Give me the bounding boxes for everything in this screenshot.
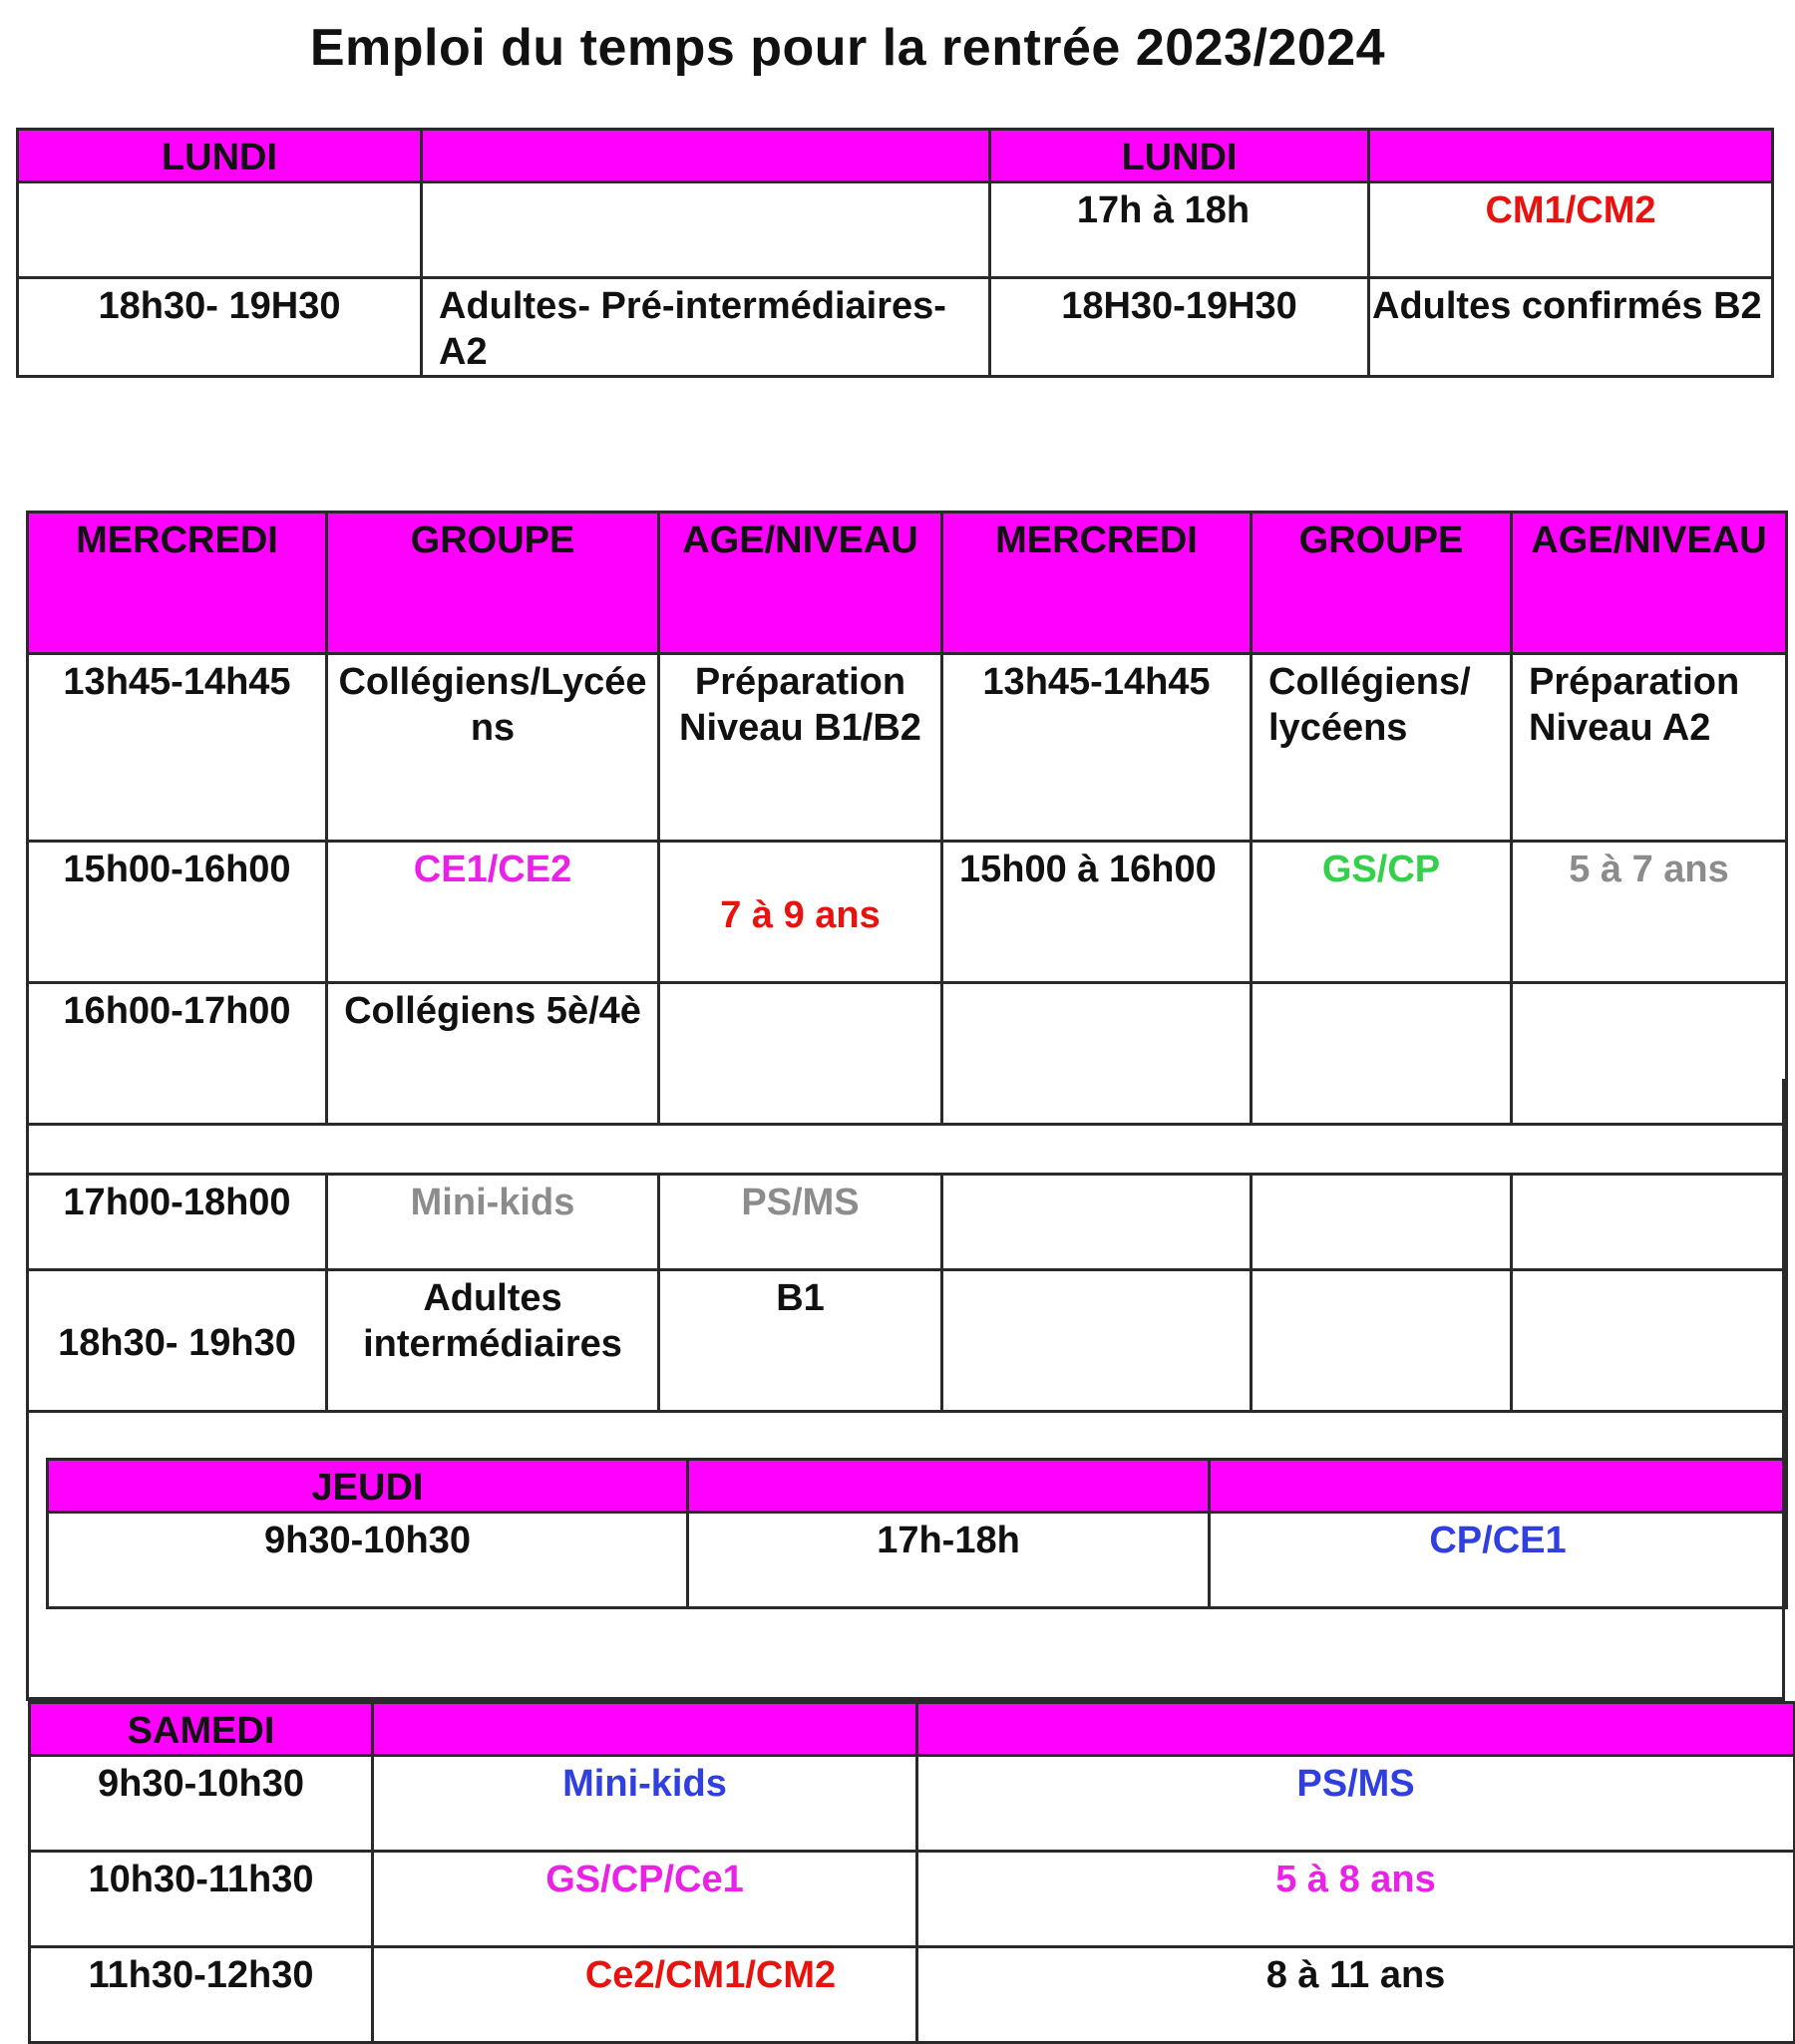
samedi-header-row	[30, 1703, 1795, 1756]
mercredi-level-cell: Préparation Niveau B1/B2	[659, 654, 942, 842]
samedi-time-cell: 10h30-11h30	[30, 1852, 373, 1947]
mercredi-row	[28, 983, 1787, 1125]
jeudi-time-cell: 17h-18h	[688, 1513, 1210, 1608]
mercredi-row	[28, 654, 1787, 842]
mercredi-row	[28, 842, 1787, 983]
samedi-group-cell: Mini-kids	[373, 1756, 917, 1852]
mercredi-time-cell	[942, 1270, 1252, 1412]
lundi-group-cell	[422, 182, 990, 278]
jeudi-header-cell	[688, 1460, 1210, 1513]
lundi-header-cell	[1369, 130, 1773, 182]
samedi-level-cell: 8 à 11 ans	[917, 1947, 1795, 2043]
jeudi-row	[48, 1513, 1787, 1608]
samedi-row	[30, 1852, 1795, 1947]
mercredi-row	[28, 1270, 1787, 1412]
lundi-row	[18, 182, 1773, 278]
lundi-table	[16, 128, 1774, 378]
mercredi-row	[28, 1175, 1787, 1270]
jeudi-header-row	[48, 1460, 1787, 1513]
mercredi-group-cell: Collégiens/ lycéens	[1252, 654, 1512, 842]
samedi-header-cell: SAMEDI	[30, 1703, 373, 1756]
jeudi-time-cell: 9h30-10h30	[48, 1513, 688, 1608]
samedi-level-cell: PS/MS	[917, 1756, 1795, 1852]
lundi-group-cell: Adultes- Pré-intermédiaires- A2	[422, 278, 990, 377]
samedi-time-cell: 11h30-12h30	[30, 1947, 373, 2043]
mercredi-level-cell: Préparation Niveau A2	[1512, 654, 1787, 842]
samedi-header-cell	[373, 1703, 917, 1756]
mercredi-time-cell: 13h45-14h45	[942, 654, 1252, 842]
lundi-row	[18, 278, 1773, 377]
mercredi-time-cell: 13h45-14h45	[28, 654, 327, 842]
samedi-row	[30, 1947, 1795, 2043]
mercredi-time-cell: 15h00-16h00	[28, 842, 327, 983]
mercredi-header-cell: GROUPE	[1252, 512, 1512, 654]
samedi-table	[28, 1701, 1795, 2044]
mercredi-group-cell	[1252, 983, 1512, 1125]
samedi-group-cell: Ce2/CM1/CM2	[373, 1947, 917, 2043]
mercredi-group-cell: Collégiens 5è/4è	[327, 983, 659, 1125]
samedi-group-cell: GS/CP/Ce1	[373, 1852, 917, 1947]
mercredi-time-cell	[942, 1175, 1252, 1270]
mercredi-level-cell	[659, 983, 942, 1125]
mercredi-level-cell: B1	[659, 1270, 942, 1412]
spacer-cell	[28, 1125, 1787, 1175]
mercredi-level-cell	[1512, 1270, 1787, 1412]
mercredi-level-cell: PS/MS	[659, 1175, 942, 1270]
mercredi-spacer-row	[28, 1125, 1787, 1175]
lundi-time-cell: 18h30- 19H30	[18, 278, 422, 377]
mercredi-table	[26, 511, 1788, 1460]
mercredi-header-cell: AGE/NIVEAU	[659, 512, 942, 654]
samedi-row	[30, 1756, 1795, 1852]
mercredi-group-cell	[1252, 1270, 1512, 1412]
samedi-time-cell: 9h30-10h30	[30, 1756, 373, 1852]
lundi-header-row	[18, 130, 1773, 182]
mercredi-spacer-row	[28, 1412, 1787, 1460]
page-title: Emploi du temps pour la rentrée 2023/2024	[309, 19, 1386, 77]
spacer-cell	[28, 1412, 1787, 1460]
mercredi-header-cell: GROUPE	[327, 512, 659, 654]
lundi-header-cell: LUNDI	[18, 130, 422, 182]
mercredi-time-cell: 18h30- 19h30	[28, 1270, 327, 1412]
mercredi-group-cell: GS/CP	[1252, 842, 1512, 983]
mercredi-time-cell: 15h00 à 16h00	[942, 842, 1252, 983]
mercredi-level-cell: 7 à 9 ans	[659, 842, 942, 983]
mercredi-time-cell: 16h00-17h00	[28, 983, 327, 1125]
mercredi-group-cell: Adultes intermédiaires	[327, 1270, 659, 1412]
mercredi-time-cell: 17h00-18h00	[28, 1175, 327, 1270]
mercredi-level-cell: 5 à 7 ans	[1512, 842, 1787, 983]
lundi-time-cell: 17h à 18h	[990, 182, 1369, 278]
mercredi-group-cell: CE1/CE2	[327, 842, 659, 983]
mercredi-level-cell	[1512, 983, 1787, 1125]
samedi-level-cell: 5 à 8 ans	[917, 1852, 1795, 1947]
mercredi-group-cell: Collégiens/Lycéens	[327, 654, 659, 842]
mercredi-group-cell: Mini-kids	[327, 1175, 659, 1270]
jeudi-group-cell: CP/CE1	[1210, 1513, 1787, 1608]
mercredi-level-cell	[1512, 1175, 1787, 1270]
mercredi-header-cell: MERCREDI	[942, 512, 1252, 654]
lundi-group-cell: CM1/CM2	[1369, 182, 1773, 278]
jeudi-header-cell	[1210, 1460, 1787, 1513]
mercredi-header-cell: AGE/NIVEAU	[1512, 512, 1787, 654]
mercredi-group-cell	[1252, 1175, 1512, 1270]
lundi-time-cell: 18H30-19H30	[990, 278, 1369, 377]
jeudi-header-cell: JEUDI	[48, 1460, 688, 1513]
lundi-group-cell: Adultes confirmés B2	[1369, 278, 1773, 377]
mercredi-header-row	[28, 512, 1787, 654]
lundi-header-cell	[422, 130, 990, 182]
lundi-time-cell	[18, 182, 422, 278]
lundi-header-cell: LUNDI	[990, 130, 1369, 182]
mercredi-header-cell: MERCREDI	[28, 512, 327, 654]
jeudi-table	[46, 1458, 1788, 1609]
samedi-header-cell	[917, 1703, 1795, 1756]
mercredi-time-cell	[942, 983, 1252, 1125]
